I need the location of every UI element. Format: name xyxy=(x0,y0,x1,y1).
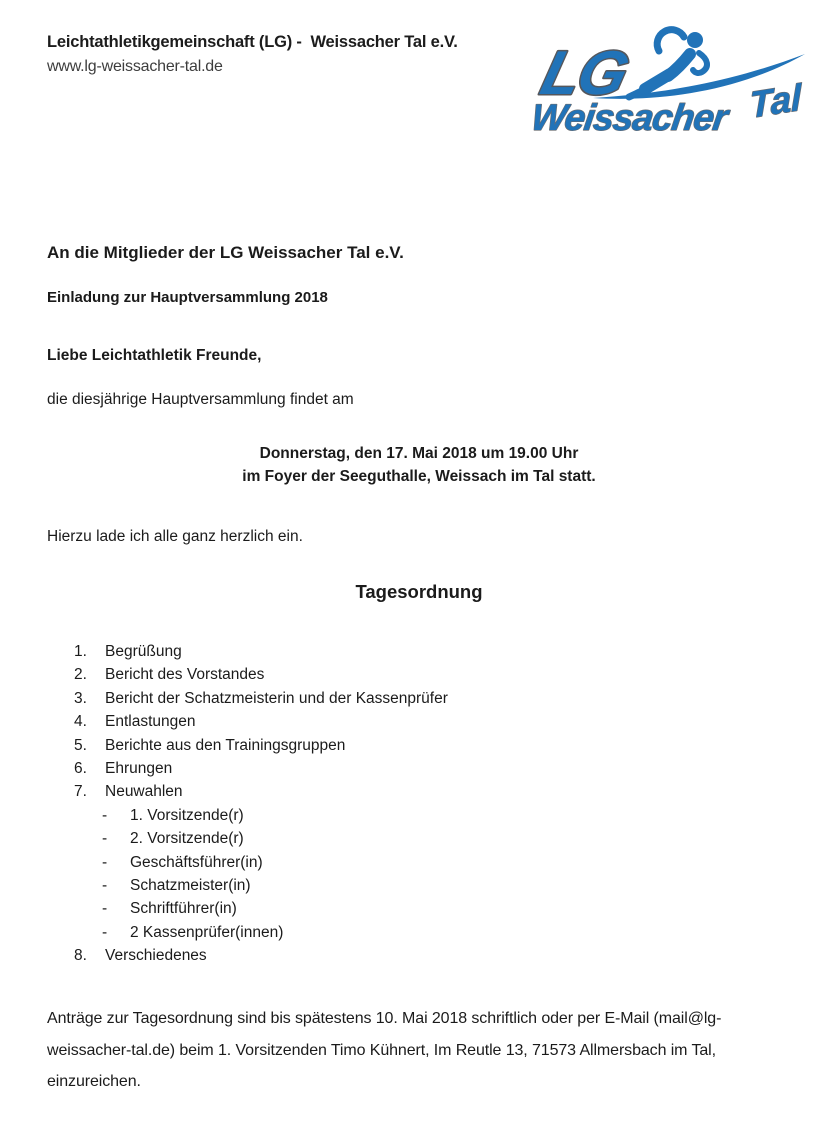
agenda-item-text: Verschiedenes xyxy=(105,947,207,965)
salutation: Liebe Leichtathletik Freunde, xyxy=(47,347,262,364)
agenda-item xyxy=(47,640,448,663)
agenda-item-text: Bericht der Schatzmeisterin und der Kassenprüfer xyxy=(105,689,448,707)
agenda-subitem-text: 2 Kassenprüfer(innen) xyxy=(130,923,284,941)
subject-line: Einladung zur Hauptversammlung 2018 xyxy=(47,289,328,306)
agenda-subitem-bullet: - xyxy=(102,830,108,848)
agenda-subitem xyxy=(47,804,448,827)
agenda-item-number: 7. xyxy=(74,783,87,801)
svg-text:Weissacher: Weissacher xyxy=(528,96,730,138)
agenda-item-number: 5. xyxy=(74,736,87,754)
agenda-subitem-text: 1. Vorsitzende(r) xyxy=(130,806,244,824)
agenda-item-number: 4. xyxy=(74,713,87,731)
agenda-item-number: 3. xyxy=(74,689,87,707)
agenda-subitem-bullet: - xyxy=(102,877,108,895)
event-date-time: Donnerstag, den 17. Mai 2018 um 19.00 Uhr xyxy=(259,445,579,462)
event-location: im Foyer der Seeguthalle, Weissach im Tal statt. xyxy=(242,468,596,485)
agenda-item-text: Berichte aus den Trainingsgruppen xyxy=(105,736,346,754)
intro-line: die diesjährige Hauptversammlung findet am xyxy=(47,391,354,408)
agenda-title: Tagesordnung xyxy=(355,581,483,602)
agenda-subitem-bullet: - xyxy=(102,806,108,824)
agenda-subitem xyxy=(47,921,448,944)
agenda-item-number: 2. xyxy=(74,666,87,684)
org-name: Leichtathletikgemeinschaft (LG) - Weissacher Tal e.V. xyxy=(47,33,458,51)
agenda-item-text: Ehrungen xyxy=(105,760,173,778)
agenda-subitem xyxy=(47,827,448,850)
agenda-subitem-text: Schatzmeister(in) xyxy=(130,877,251,895)
agenda-item-text: Begrüßung xyxy=(105,643,182,660)
svg-text:LG: LG xyxy=(534,38,634,108)
agenda-item-text: Entlastungen xyxy=(105,713,196,731)
agenda-list xyxy=(47,640,448,968)
club-logo xyxy=(526,12,812,140)
org-website: www.lg-weissacher-tal.de xyxy=(47,58,223,75)
agenda-item xyxy=(47,780,448,803)
agenda-subitem-text: Schriftführer(in) xyxy=(130,900,237,918)
agenda-subitem xyxy=(47,897,448,920)
agenda-item-text: Neuwahlen xyxy=(105,783,183,801)
agenda-subitem xyxy=(47,851,448,874)
agenda-subitem-text: Geschäftsführer(in) xyxy=(130,853,263,871)
closing-paragraph xyxy=(47,1003,791,1098)
agenda-item xyxy=(47,687,448,710)
agenda-item-text: Bericht des Vorstandes xyxy=(105,666,265,684)
agenda-subitem-text: 2. Vorsitzende(r) xyxy=(130,830,244,848)
invitation-line: Hierzu lade ich alle ganz herzlich ein. xyxy=(47,528,303,545)
agenda-item xyxy=(47,734,448,757)
event-details xyxy=(47,442,791,488)
agenda-item-number: 1. xyxy=(74,643,87,660)
agenda-subitem-bullet: - xyxy=(102,923,108,941)
agenda-item-number: 6. xyxy=(74,760,87,778)
agenda-item xyxy=(47,757,448,780)
svg-text:Tal: Tal xyxy=(749,75,802,127)
closing-line: weissacher-tal.de) beim 1. Vorsitzenden Timo Kühnert, Im Reutle 13, 71573 Allmersbach im Tal, xyxy=(47,1041,716,1059)
agenda-item xyxy=(47,663,448,686)
agenda-item-number: 8. xyxy=(74,947,87,965)
agenda-subitem xyxy=(47,874,448,897)
closing-line: einzureichen. xyxy=(47,1073,141,1090)
letterhead xyxy=(47,30,458,78)
closing-line: Anträge zur Tagesordnung sind bis spätestens 10. Mai 2018 schriftlich oder per E-Mail (mail@lg- xyxy=(47,1010,722,1027)
recipient-line: An die Mitglieder der LG Weissacher Tal e.V. xyxy=(47,243,404,262)
agenda-subitem-bullet: - xyxy=(102,900,108,918)
agenda-subitem-bullet: - xyxy=(102,853,108,871)
agenda-item xyxy=(47,710,448,733)
agenda-item xyxy=(47,944,448,967)
